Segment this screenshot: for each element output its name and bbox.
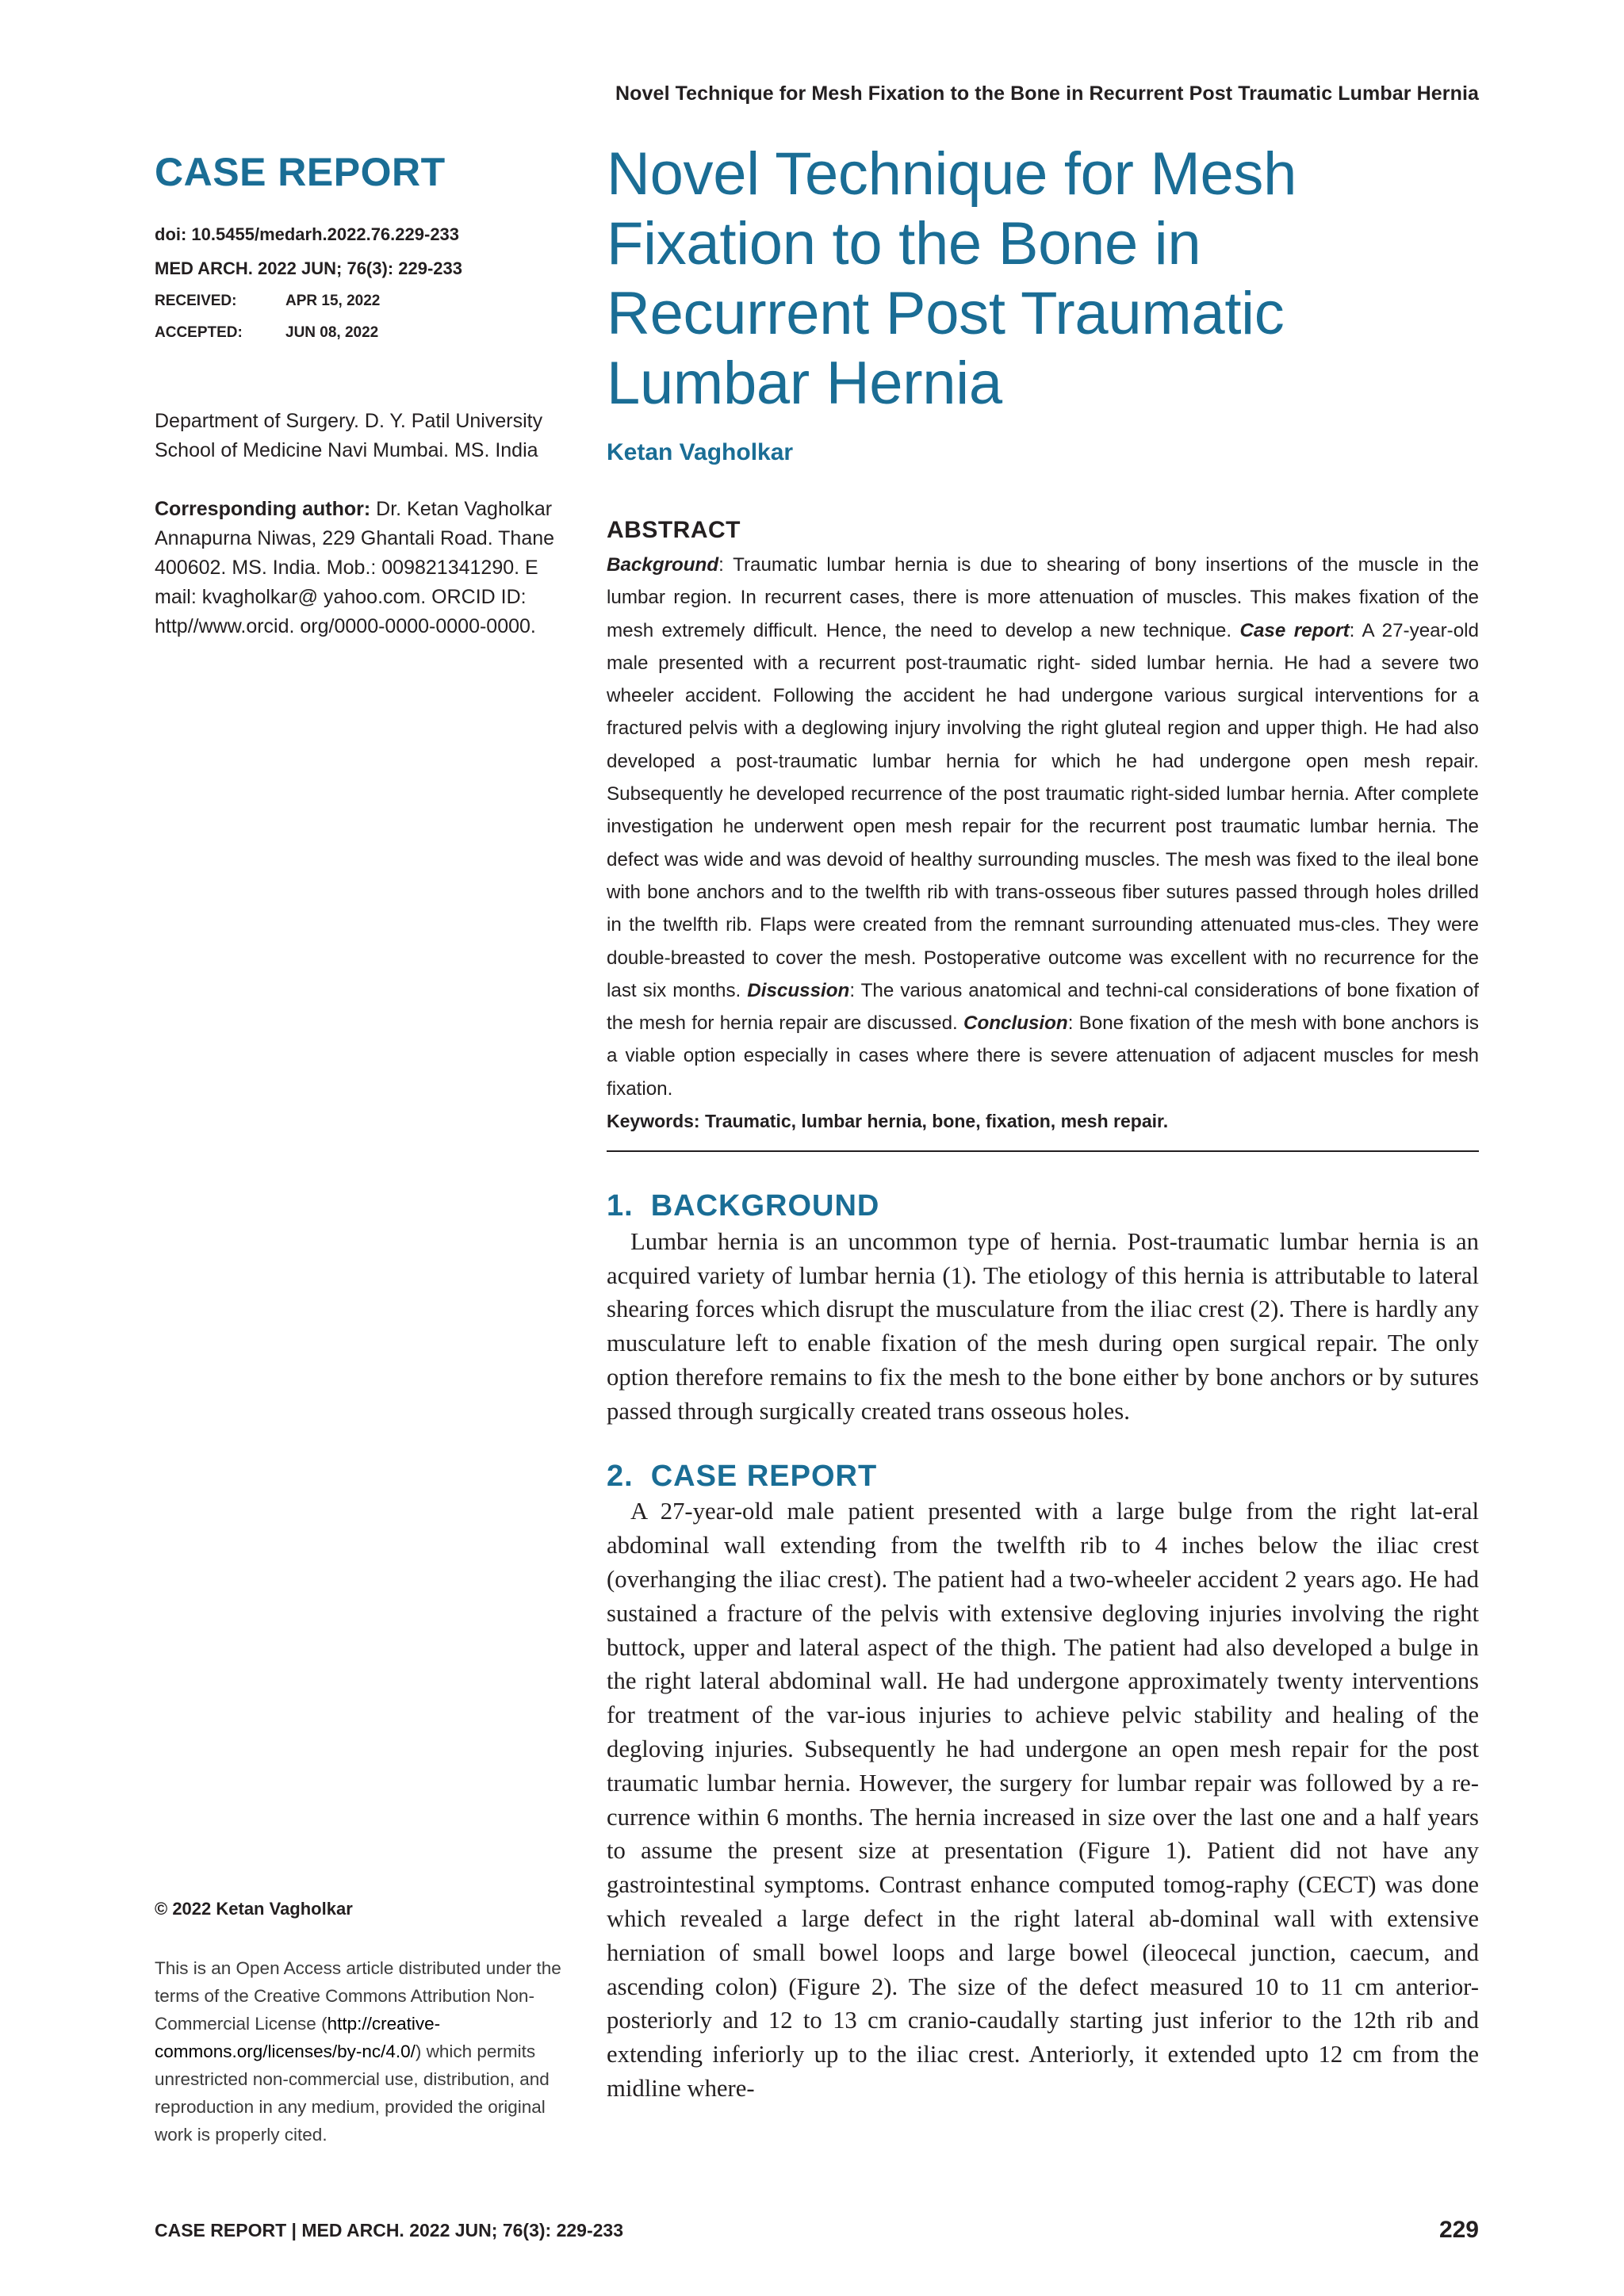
accepted-row	[155, 324, 567, 342]
doi: doi: 10.5455/medarh.2022.76.229-233	[155, 224, 460, 244]
license-link[interactable]: http://creative-commons.org/licenses/by-nc/4.0/	[155, 2014, 441, 2061]
corresponding-text: Dr. Ketan Vagholkar Annapurna Niwas, 229 Ghantali Road. Thane 400602. MS. India. Mob.: 009821341290. E mail: kvagholkar@ yahoo.com. ORCID ID: http//www.orcid. org/0000-0000-0000-0000.	[155, 498, 555, 637]
abstract-discussion-label: Discussion	[747, 979, 850, 1001]
section-heading-case-report	[607, 1460, 1479, 1494]
corresponding-author	[155, 495, 567, 641]
section-heading-background	[607, 1190, 1479, 1223]
affiliation: Department of Surgery. D. Y. Patil University School of Medicine Navi Mumbai. MS. India	[155, 410, 543, 461]
sidebar	[155, 151, 567, 641]
license-text-end: ) which permits unrestricted non-commercial use, distribution, and reproduction in any medium, provided the original work is properly cited.	[155, 2042, 550, 2145]
article-type-label: CASE REPORT	[155, 150, 446, 194]
received-row	[155, 293, 567, 310]
section-body-background: Lumbar hernia is an uncommon type of hernia. Post-traumatic lumbar hernia is an acquired variety of lumbar hernia (1). The etiology of this hernia is attributable to lateral shearing forces which disrupt the musculature from the iliac crest (2). There is hardly any musculature left to enable fixation of the mesh during open surgical repair. The only option therefore remains to fix the mesh to the bone either by bone anchors or by sutures passed through surgically created trans osseous holes.	[607, 1227, 1479, 1425]
abstract-background-label: Background	[607, 554, 719, 576]
abstract-conclusion-text: : Bone fixation of the mesh with bone anchors is a viable option especially in cases where there is severe attenuation of adjacent muscles for mesh fixation.	[607, 1012, 1479, 1100]
running-header: Novel Technique for Mesh Fixation to the Bone in Recurrent Post Traumatic Lumbar Hernia	[615, 82, 1479, 105]
citation: MED ARCH. 2022 JUN; 76(3): 229-233	[155, 258, 462, 278]
abstract-discussion-text: : The various anatomical and techni-cal considerations of bone fixation of the mesh for hernia repair are discussed.	[607, 979, 1479, 1035]
accepted-label: ACCEPTED:	[155, 324, 243, 341]
page-number: 229	[1438, 2217, 1479, 2243]
footer-citation: CASE REPORT | MED ARCH. 2022 JUN; 76(3): 229-233	[155, 2220, 623, 2241]
abstract-text	[607, 549, 1479, 1105]
copyright: © 2022 Ketan Vagholkar	[155, 1899, 353, 1919]
article-title: Novel Technique for Mesh Fixation to the Bone in Recurrent Post Traumatic Lumbar Hernia	[607, 140, 1297, 417]
abstract-heading: ABSTRACT	[607, 517, 741, 543]
section-body-case-report: A 27-year-old male patient presented with a large bulge from the right lat-eral abdominal wall extending from the twelfth rib to 4 inches below the iliac crest (overhanging the iliac crest). The patient had a two-wheeler accident 2 years ago. He had sustained a fracture of the pelvis with extensive degloving injuries involving the right buttock, upper and lateral aspect of the thigh. The patient had also developed a bulge in the right lateral abdominal wall. He had undergone approximately twenty interventions for treatment of the var-ious injuries to achieve pelvic stability and healing of the degloving injuries. Subsequently he had undergone an open mesh repair for the post traumatic lumbar hernia. However, the surgery for lumbar repair was followed by a re-currence within 6 months. The hernia increased in size over the last one and a half years to assume the present size at presentation (Figure 1). Patient did not have any gastrointestinal symptoms. Contrast enhance computed tomog-raphy (CECT) was done which revealed a large defect in the right lateral ab-dominal wall with extensive herniation of small bowel loops and large bowel (ileocecal junction, caecum, and ascending colon) (Figure 2). The size of the defect measured 10 to 11 cm anterior-posteriorly and 12 to 13 cm cranio-caudally starting just inferior to the 12th rib and extending inferiorly up to the iliac crest. Anteriorly, it extended upto 12 cm from the midline where-	[607, 1498, 1479, 2102]
abstract-background-text: : Traumatic lumbar hernia is due to shearing of bony insertions of the muscle in the lumbar region. In recurrent cases, there is more attenuation of muscles. This makes fixation of the mesh extremely difficult. Hence, the need to develop a new technique.	[607, 554, 1479, 641]
abstract-conclusion-label: Conclusion	[963, 1012, 1068, 1035]
section-title: CASE REPORT	[650, 1459, 878, 1493]
section-number: 2.	[607, 1459, 634, 1493]
section-title: BACKGROUND	[650, 1189, 880, 1223]
license-text-start: This is an Open Access article distributed under the terms of the Creative Commons Attribution Non-Commercial License (	[155, 1958, 561, 2034]
abstract-case-label: Case report	[1239, 619, 1350, 641]
abstract-divider	[607, 1150, 1479, 1152]
received-label: RECEIVED:	[155, 293, 237, 309]
keywords: Keywords: Traumatic, lumbar hernia, bone, fixation, mesh repair.	[607, 1111, 1169, 1132]
section-number: 1.	[607, 1189, 634, 1223]
article-main	[607, 140, 1479, 2106]
author: Ketan Vagholkar	[607, 439, 794, 465]
accepted-value: JUN 08, 2022	[285, 324, 379, 341]
received-value: APR 15, 2022	[285, 293, 381, 309]
corresponding-label: Corresponding author:	[155, 498, 371, 520]
abstract-case-text: : A 27-year-old male presented with a recurrent post-traumatic right- sided lumbar hernia. He had a severe two wheeler accident. Following the accident he had undergone various surgical interventions for a fractured pelvis with a deglowing injury involving the right gluteal region and upper thigh. He had also developed a post-traumatic lumbar hernia for which he had undergone open mesh repair. Subsequently he developed recurrence of the post traumatic right-sided lumbar hernia. After complete investigation he underwent open mesh repair for the recurrent post traumatic lumbar hernia. The defect was wide and was devoid of healthy surrounding muscles. The mesh was fixed to the ileal bone with bone anchors and to the twelfth rib with trans-osseous fiber sutures passed through holes drilled in the twelfth rib. Flaps were created from the remnant surrounding attenuated mus-cles. They were double-breasted to cover the mesh. Postoperative outcome was excellent with no recurrence for the last six months.	[607, 619, 1479, 1001]
license-notice	[155, 1954, 567, 2149]
